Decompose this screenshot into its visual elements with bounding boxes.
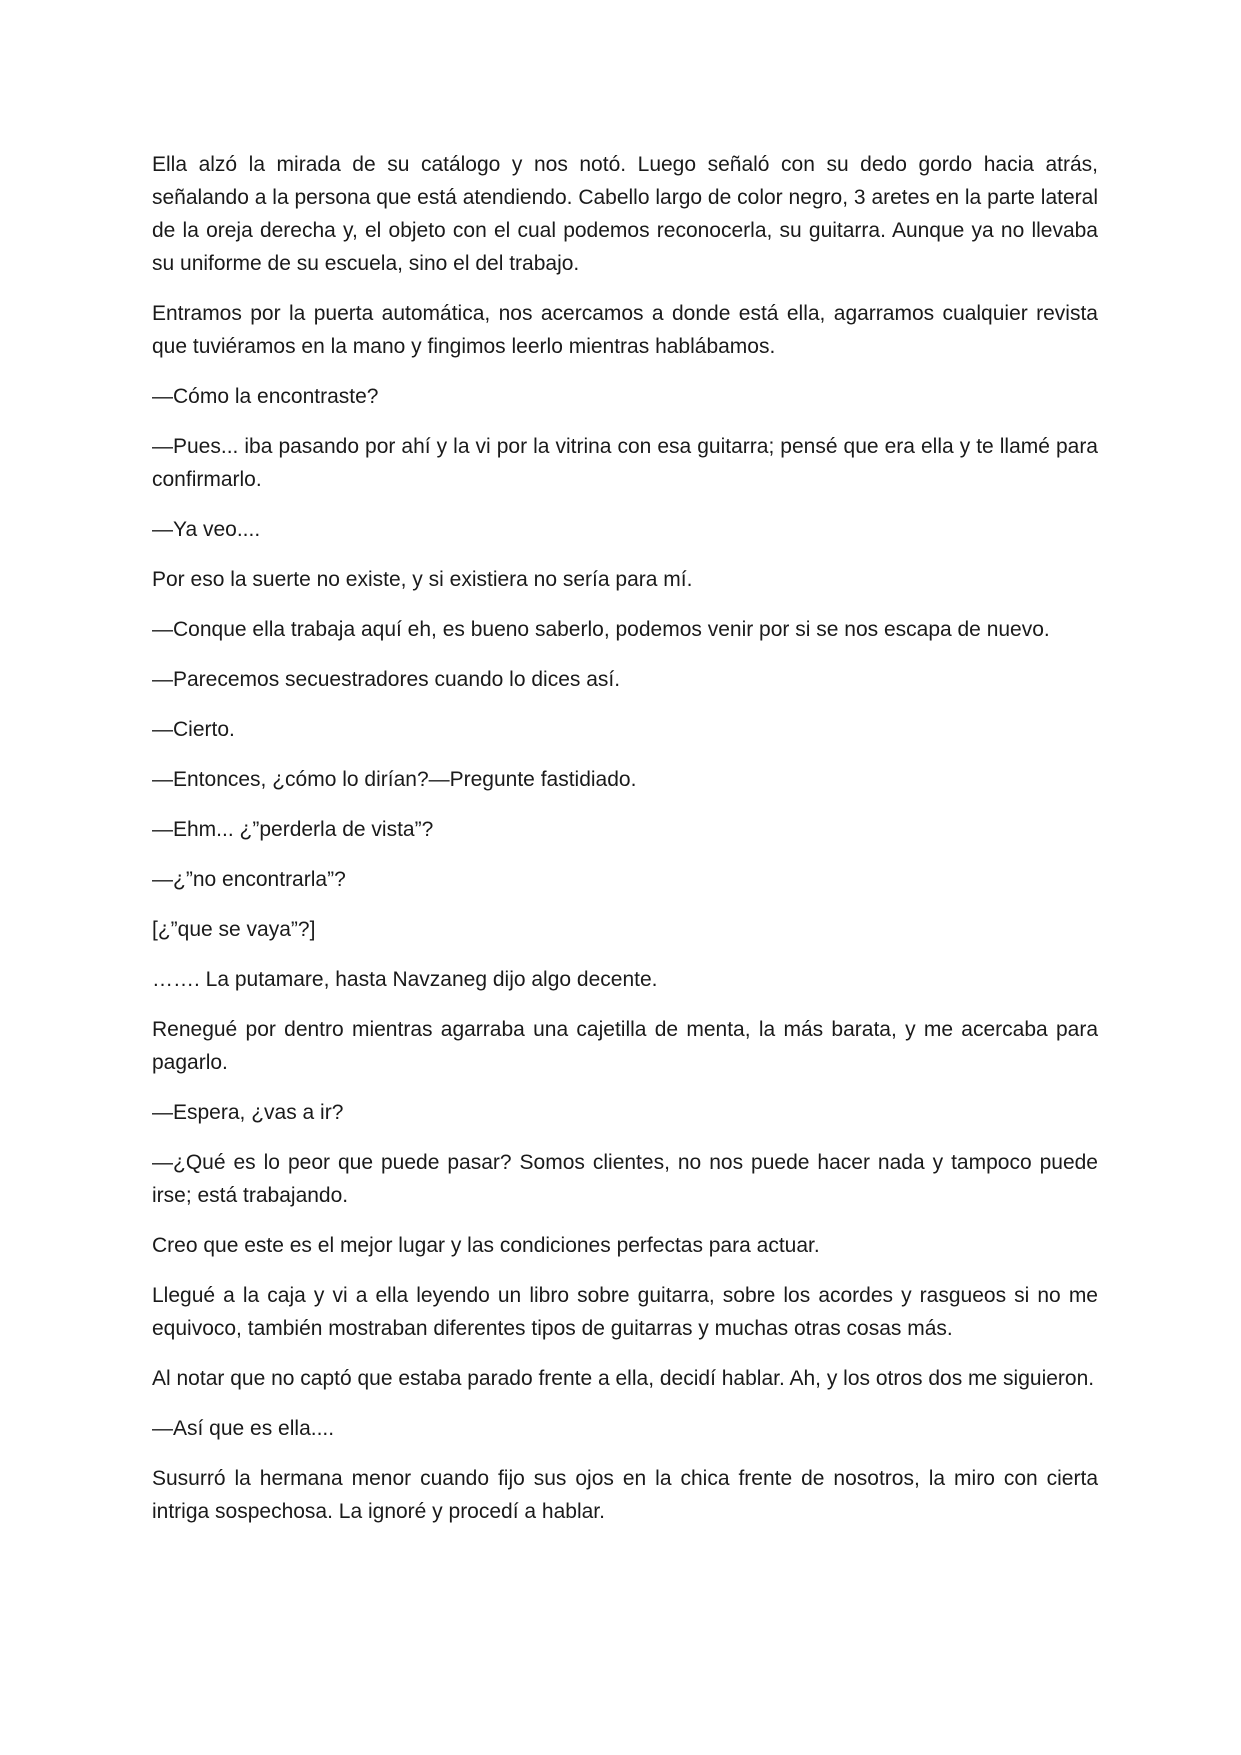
narration-paragraph: Al notar que no captó que estaba parado frente a ella, decidí hablar. Ah, y los otros dos me siguieron. xyxy=(152,1367,1095,1390)
narration-line: Creo que este es el mejor lugar y las condiciones perfectas para actuar. xyxy=(152,1234,820,1257)
dialogue-line: —¿Qué es lo peor que puede pasar? Somos clientes, no nos puede hacer nada y tampoco puede irse; está trabajando. xyxy=(152,1151,1098,1207)
dialogue-line: —Pues... iba pasando por ahí y la vi por la vitrina con esa guitarra; pensé que era ella y te llamé para confirmarlo. xyxy=(152,435,1098,491)
dialogue-line: —Conque ella trabaja aquí eh, es bueno saberlo, podemos venir por si se nos escapa de nuevo. xyxy=(152,618,1050,641)
dialogue-line: —Parecemos secuestradores cuando lo dices así. xyxy=(152,668,621,691)
dialogue-line: —Cómo la encontraste? xyxy=(152,385,379,408)
dialogue-line: —Espera, ¿vas a ir? xyxy=(152,1101,344,1124)
narration-line: Por eso la suerte no existe, y si existiera no sería para mí. xyxy=(152,568,693,591)
paragraph-2: Entramos por la puerta automática, nos acercamos a donde está ella, agarramos cualquier revista que tuviéramos en la mano y fingimos leerlo mientras hablábamos. xyxy=(152,302,1098,358)
dialogue-line: —Así que es ella.... xyxy=(152,1417,335,1440)
narration-line: ……. La putamare, hasta Navzaneg dijo algo decente. xyxy=(152,968,658,991)
narration-paragraph: Renegué por dentro mientras agarraba una cajetilla de menta, la más barata, y me acercaba para pagarlo. xyxy=(152,1018,1098,1074)
dialogue-line: —Cierto. xyxy=(152,718,235,741)
dialogue-line: —Ehm... ¿”perderla de vista”? xyxy=(152,818,434,841)
narration-paragraph: Llegué a la caja y vi a ella leyendo un libro sobre guitarra, sobre los acordes y rasgueos si no me equivoco, también mostraban diferentes tipos de guitarras y muchas otras cosas más. xyxy=(152,1284,1098,1340)
narration-paragraph: Susurró la hermana menor cuando fijo sus ojos en la chica frente de nosotros, la miro con cierta intriga sospechosa. La ignoré y procedí a hablar. xyxy=(152,1467,1098,1523)
dialogue-line: —Ya veo.... xyxy=(152,518,261,541)
bracketed-line: [¿”que se vaya”?] xyxy=(152,918,316,941)
dialogue-line: —¿”no encontrarla”? xyxy=(152,868,346,891)
body-text xyxy=(152,148,1098,1545)
dialogue-line: —Entonces, ¿cómo lo dirían?—Pregunte fastidiado. xyxy=(152,768,637,791)
paragraph-1: Ella alzó la mirada de su catálogo y nos notó. Luego señaló con su dedo gordo hacia atrás, señalando a la persona que está atendiendo. Cabello largo de color negro, 3 aretes en la parte lateral de la oreja derecha y, el objeto con el cual podemos reconocerla, su guitarra. Aunque ya no llevaba su uniforme de su escuela, sino el del trabajo. xyxy=(152,153,1098,275)
